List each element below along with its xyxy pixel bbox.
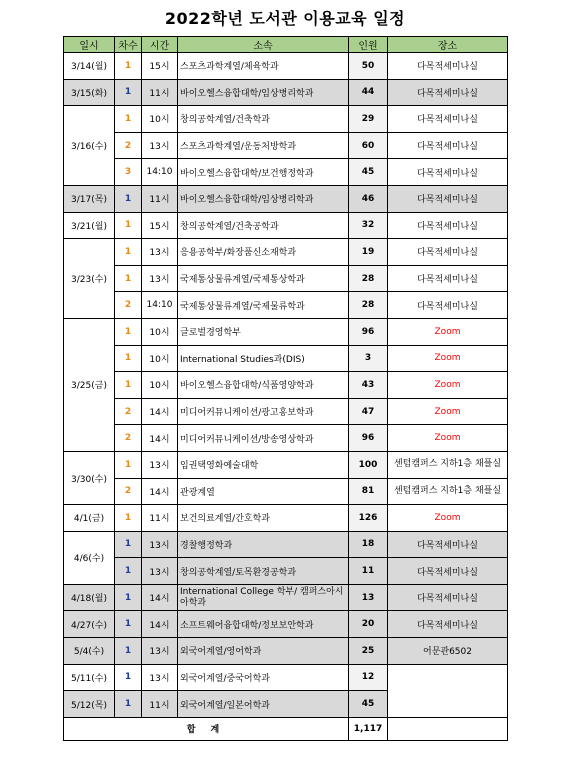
cell-dept: 응용공학부/화장품신소재학과 bbox=[178, 239, 349, 266]
table-row bbox=[64, 132, 508, 159]
cell-count: 44 bbox=[349, 79, 388, 106]
table-row bbox=[64, 292, 508, 319]
cell-place: Zoom bbox=[388, 425, 508, 452]
cell-date: 3/15(화) bbox=[64, 79, 115, 106]
cell-time: 13시 bbox=[142, 558, 178, 585]
table-row bbox=[64, 478, 508, 505]
cell-time: 14시 bbox=[142, 584, 178, 611]
cell-round: 1 bbox=[115, 53, 142, 80]
cell-dept: 외국어계열/일본어학과 bbox=[178, 691, 349, 718]
cell-place: 어문관6502 bbox=[388, 638, 508, 665]
cell-count: 126 bbox=[349, 505, 388, 532]
cell-time: 13시 bbox=[142, 664, 178, 691]
cell-dept: International Studies과(DIS) bbox=[178, 345, 349, 372]
cell-place: 다목적세미나실 bbox=[388, 584, 508, 611]
cell-count: 60 bbox=[349, 132, 388, 159]
table-row bbox=[64, 345, 508, 372]
cell-round: 1 bbox=[115, 318, 142, 345]
cell-time: 11시 bbox=[142, 691, 178, 718]
cell-date: 3/25(금) bbox=[64, 318, 115, 451]
table-row bbox=[64, 318, 508, 345]
cell-round: 1 bbox=[115, 638, 142, 665]
cell-count: 25 bbox=[349, 638, 388, 665]
cell-place: 다목적세미나실 bbox=[388, 292, 508, 319]
cell-dept: 국제통상물류계열/국제물류학과 bbox=[178, 292, 349, 319]
cell-count: 28 bbox=[349, 292, 388, 319]
cell-time: 13시 bbox=[142, 638, 178, 665]
cell-round: 2 bbox=[115, 425, 142, 452]
cell-count: 29 bbox=[349, 106, 388, 133]
cell-time: 14시 bbox=[142, 611, 178, 638]
cell-dept: 스포츠과학계열/체육학과 bbox=[178, 53, 349, 80]
cell-time: 14시 bbox=[142, 425, 178, 452]
cell-count: 96 bbox=[349, 425, 388, 452]
cell-count: 45 bbox=[349, 691, 388, 718]
cell-dept: 바이오헬스융합대학/임상병리학과 bbox=[178, 185, 349, 212]
header-place: 장소 bbox=[388, 37, 508, 53]
cell-time: 10시 bbox=[142, 345, 178, 372]
cell-date: 4/18(월) bbox=[64, 584, 115, 611]
cell-dept: 소프트웨어융합대학/정보보안학과 bbox=[178, 611, 349, 638]
cell-round: 1 bbox=[115, 239, 142, 266]
table-row bbox=[64, 185, 508, 212]
cell-time: 14:10 bbox=[142, 159, 178, 186]
cell-time: 15시 bbox=[142, 212, 178, 239]
cell-place: 센텀캠퍼스 지하1층 채플실 bbox=[388, 478, 508, 505]
table-row bbox=[64, 558, 508, 585]
cell-time: 11시 bbox=[142, 185, 178, 212]
cell-place: 다목적세미나실 bbox=[388, 79, 508, 106]
cell-date: 4/6(수) bbox=[64, 531, 115, 584]
table-row bbox=[64, 265, 508, 292]
cell-round: 1 bbox=[115, 106, 142, 133]
cell-round: 1 bbox=[115, 265, 142, 292]
cell-round: 2 bbox=[115, 132, 142, 159]
cell-dept: 임권택영화예술대학 bbox=[178, 451, 349, 478]
cell-dept: 외국어계열/중국어학과 bbox=[178, 664, 349, 691]
cell-round: 1 bbox=[115, 691, 142, 718]
cell-count: 32 bbox=[349, 212, 388, 239]
table-row bbox=[64, 398, 508, 425]
cell-time: 13시 bbox=[142, 132, 178, 159]
table-row bbox=[64, 638, 508, 665]
cell-count: 81 bbox=[349, 478, 388, 505]
cell-date: 5/11(수) bbox=[64, 664, 115, 691]
cell-time: 14:10 bbox=[142, 292, 178, 319]
cell-place: 센텀캠퍼스 지하1층 채플실 bbox=[388, 451, 508, 478]
cell-time: 10시 bbox=[142, 372, 178, 399]
cell-count: 11 bbox=[349, 558, 388, 585]
table-row bbox=[64, 425, 508, 452]
cell-place: 다목적세미나실 bbox=[388, 531, 508, 558]
cell-count: 45 bbox=[349, 159, 388, 186]
table-row bbox=[64, 451, 508, 478]
cell-date: 5/12(목) bbox=[64, 691, 115, 718]
cell-dept: 보건의료계열/간호학과 bbox=[178, 505, 349, 532]
table-row bbox=[64, 159, 508, 186]
cell-round: 1 bbox=[115, 185, 142, 212]
cell-round: 1 bbox=[115, 664, 142, 691]
cell-dept: International College 학부/ 캠퍼스아시아학과 bbox=[178, 584, 349, 611]
cell-round: 1 bbox=[115, 558, 142, 585]
cell-round: 2 bbox=[115, 398, 142, 425]
total-place-empty bbox=[388, 717, 508, 740]
table-header-row bbox=[64, 37, 508, 53]
header-dept: 소속 bbox=[178, 37, 349, 53]
table-row bbox=[64, 531, 508, 558]
cell-place: 다목적세미나실 bbox=[388, 265, 508, 292]
table-row bbox=[64, 212, 508, 239]
cell-place: 다목적세미나실 bbox=[388, 611, 508, 638]
cell-place: Zoom bbox=[388, 318, 508, 345]
cell-time: 15시 bbox=[142, 53, 178, 80]
table-row bbox=[64, 53, 508, 80]
cell-time: 10시 bbox=[142, 106, 178, 133]
cell-count: 3 bbox=[349, 345, 388, 372]
cell-dept: 외국어계열/영어학과 bbox=[178, 638, 349, 665]
cell-dept: 창의공학계열/토목환경공학과 bbox=[178, 558, 349, 585]
table-row bbox=[64, 664, 508, 691]
cell-time: 14시 bbox=[142, 478, 178, 505]
total-count: 1,117 bbox=[349, 717, 388, 740]
page-title: 2022학년 도서관 이용교육 일정 bbox=[164, 9, 406, 28]
schedule-table bbox=[63, 36, 508, 741]
table-row bbox=[64, 372, 508, 399]
cell-dept: 미디어커뮤니케이션/방송영상학과 bbox=[178, 425, 349, 452]
header-time: 시간 bbox=[142, 37, 178, 53]
cell-dept: 바이오헬스융합대학/임상병리학과 bbox=[178, 79, 349, 106]
cell-place: 다목적세미나실 bbox=[388, 132, 508, 159]
total-label: 합 계 bbox=[64, 717, 349, 740]
cell-place: 다목적세미나실 bbox=[388, 159, 508, 186]
cell-count: 43 bbox=[349, 372, 388, 399]
cell-dept: 관광계열 bbox=[178, 478, 349, 505]
cell-place: Zoom bbox=[388, 505, 508, 532]
total-row bbox=[64, 717, 508, 740]
cell-round: 2 bbox=[115, 478, 142, 505]
header-date: 일시 bbox=[64, 37, 115, 53]
cell-place: 다목적세미나실 bbox=[388, 212, 508, 239]
cell-time: 13시 bbox=[142, 531, 178, 558]
cell-place: 다목적세미나실 bbox=[388, 185, 508, 212]
cell-dept: 창의공학계열/건축학과 bbox=[178, 106, 349, 133]
cell-date: 4/27(수) bbox=[64, 611, 115, 638]
cell-place: 다목적세미나실 bbox=[388, 53, 508, 80]
cell-place: 다목적세미나실 bbox=[388, 239, 508, 266]
cell-place bbox=[388, 664, 508, 717]
header-round: 차수 bbox=[115, 37, 142, 53]
cell-place: Zoom bbox=[388, 372, 508, 399]
cell-dept: 글로벌경영학부 bbox=[178, 318, 349, 345]
cell-time: 13시 bbox=[142, 239, 178, 266]
cell-place: Zoom bbox=[388, 345, 508, 372]
cell-count: 28 bbox=[349, 265, 388, 292]
cell-round: 3 bbox=[115, 159, 142, 186]
cell-count: 46 bbox=[349, 185, 388, 212]
cell-round: 2 bbox=[115, 292, 142, 319]
cell-round: 1 bbox=[115, 505, 142, 532]
table-row bbox=[64, 611, 508, 638]
cell-count: 18 bbox=[349, 531, 388, 558]
cell-date: 4/1(금) bbox=[64, 505, 115, 532]
cell-place: Zoom bbox=[388, 398, 508, 425]
cell-round: 1 bbox=[115, 584, 142, 611]
cell-dept: 경찰행정학과 bbox=[178, 531, 349, 558]
cell-time: 11시 bbox=[142, 505, 178, 532]
cell-round: 1 bbox=[115, 372, 142, 399]
cell-round: 1 bbox=[115, 611, 142, 638]
cell-time: 13시 bbox=[142, 451, 178, 478]
cell-dept: 창의공학계열/건축공학과 bbox=[178, 212, 349, 239]
cell-count: 13 bbox=[349, 584, 388, 611]
cell-count: 12 bbox=[349, 664, 388, 691]
table-body bbox=[64, 53, 508, 741]
cell-count: 50 bbox=[349, 53, 388, 80]
table-row bbox=[64, 239, 508, 266]
header-count: 인원 bbox=[349, 37, 388, 53]
table-row bbox=[64, 584, 508, 611]
cell-date: 3/30(수) bbox=[64, 451, 115, 504]
cell-dept: 바이오헬스융합대학/식품영양학과 bbox=[178, 372, 349, 399]
cell-count: 96 bbox=[349, 318, 388, 345]
cell-place: 다목적세미나실 bbox=[388, 558, 508, 585]
cell-time: 14시 bbox=[142, 398, 178, 425]
cell-count: 19 bbox=[349, 239, 388, 266]
cell-dept: 미디어커뮤니케이션/광고홍보학과 bbox=[178, 398, 349, 425]
cell-date: 5/4(수) bbox=[64, 638, 115, 665]
cell-date: 3/16(수) bbox=[64, 106, 115, 186]
cell-date: 3/14(월) bbox=[64, 53, 115, 80]
cell-count: 100 bbox=[349, 451, 388, 478]
cell-time: 11시 bbox=[142, 79, 178, 106]
cell-date: 3/23(수) bbox=[64, 239, 115, 319]
cell-round: 1 bbox=[115, 345, 142, 372]
table-row bbox=[64, 106, 508, 133]
cell-round: 1 bbox=[115, 531, 142, 558]
cell-round: 1 bbox=[115, 212, 142, 239]
cell-dept: 스포츠과학계열/운동처방학과 bbox=[178, 132, 349, 159]
cell-date: 3/21(월) bbox=[64, 212, 115, 239]
cell-dept: 바이오헬스융합대학/보건행정학과 bbox=[178, 159, 349, 186]
cell-time: 10시 bbox=[142, 318, 178, 345]
cell-round: 1 bbox=[115, 79, 142, 106]
cell-date: 3/17(목) bbox=[64, 185, 115, 212]
cell-place: 다목적세미나실 bbox=[388, 106, 508, 133]
table-row bbox=[64, 79, 508, 106]
cell-count: 20 bbox=[349, 611, 388, 638]
cell-round: 1 bbox=[115, 451, 142, 478]
cell-dept: 국제통상물류계열/국제통상학과 bbox=[178, 265, 349, 292]
cell-time: 13시 bbox=[142, 265, 178, 292]
table-row bbox=[64, 505, 508, 532]
cell-count: 47 bbox=[349, 398, 388, 425]
